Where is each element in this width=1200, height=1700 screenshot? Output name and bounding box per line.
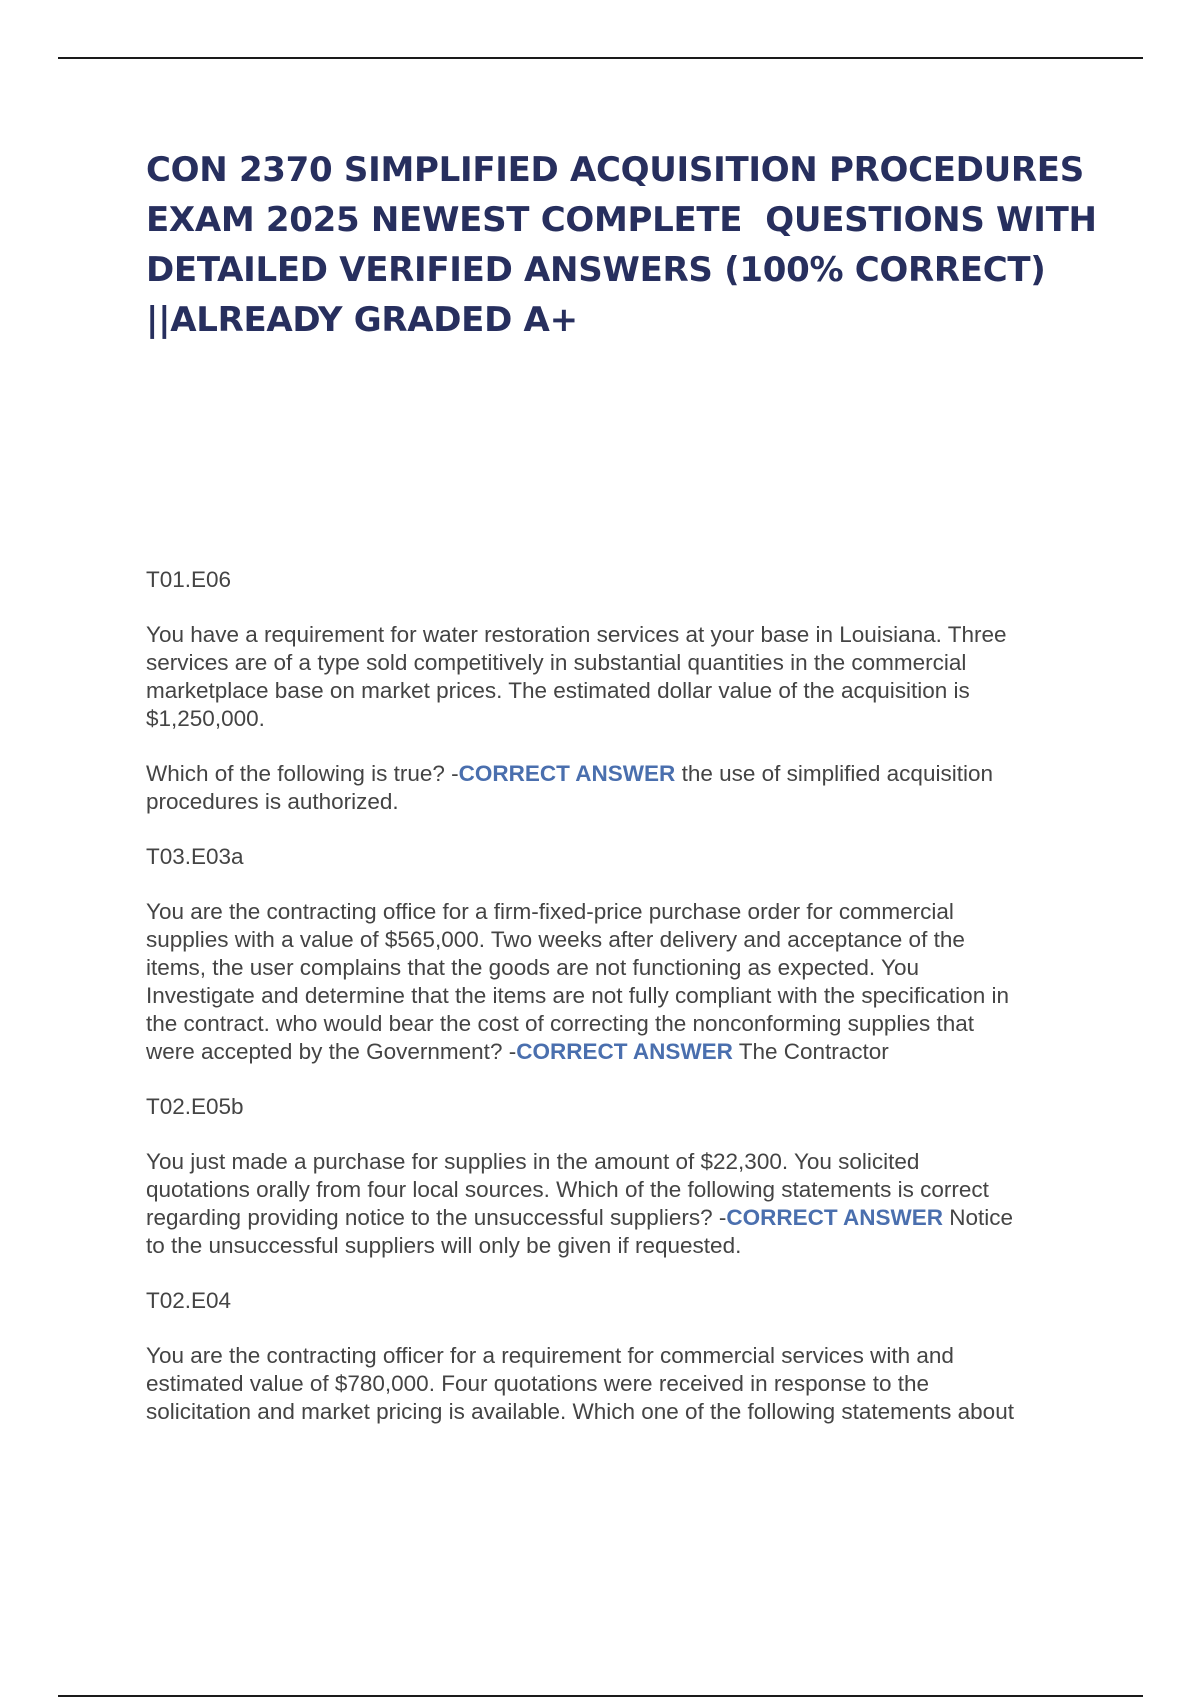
question-text — [146, 898, 1106, 1066]
document-title — [146, 145, 1106, 345]
text-line — [146, 1204, 1106, 1232]
correct-answer-label: CORRECT ANSWER — [726, 1205, 944, 1230]
answer-text: the use of simplified acquisition — [675, 761, 993, 786]
title-line: CON 2370 SIMPLIFIED ACQUISITION PROCEDURES — [146, 150, 1084, 190]
text-line: You are the contracting officer for a requirement for commercial services with and — [146, 1343, 954, 1368]
correct-answer-label: CORRECT ANSWER — [516, 1039, 733, 1064]
correct-answer-label: CORRECT ANSWER — [458, 761, 676, 786]
question-prompt: were accepted by the Government? - — [146, 1039, 517, 1064]
text-line: marketplace base on market prices. The estimated dollar value of the acquisition is — [146, 678, 970, 703]
text-line: You are the contracting office for a firm-fixed-price purchase order for commercial — [146, 899, 954, 924]
text-line — [146, 760, 1106, 788]
question-answer — [146, 760, 1106, 816]
text-line: quotations orally from four local sources. Which of the following statements is correct — [146, 1177, 989, 1202]
question-text — [146, 1342, 1106, 1426]
title-line: EXAM 2025 NEWEST COMPLETE QUESTIONS WITH — [146, 200, 1097, 240]
top-rule — [58, 57, 1143, 59]
question-text — [146, 621, 1106, 733]
text-line: estimated value of $780,000. Four quotations were received in response to the — [146, 1371, 929, 1396]
text-line: You just made a purchase for supplies in the amount of $22,300. You solicited — [146, 1149, 920, 1174]
text-line: Investigate and determine that the items are not fully compliant with the specification in — [146, 983, 1009, 1008]
text-line: solicitation and market pricing is available. Which one of the following statements about — [146, 1399, 1014, 1424]
text-line: items, the user complains that the goods are not functioning as expected. You — [146, 955, 919, 980]
question-prompt: regarding providing notice to the unsuccessful suppliers? - — [146, 1205, 727, 1230]
text-line: services are of a type sold competitively in substantial quantities in the commercial — [146, 650, 967, 675]
text-line: the contract. who would bear the cost of correcting the nonconforming supplies that — [146, 1011, 974, 1036]
question-code: T01.E06 — [146, 567, 232, 592]
question-code: T03.E03a — [146, 844, 244, 869]
question-prompt: Which of the following is true? - — [146, 761, 459, 786]
question-code: T02.E04 — [146, 1288, 232, 1313]
answer-text: The Contractor — [732, 1039, 889, 1064]
text-line: supplies with a value of $565,000. Two weeks after delivery and acceptance of the — [146, 927, 965, 952]
question-code: T02.E05b — [146, 1094, 244, 1119]
answer-text: to the unsuccessful suppliers will only be given if requested. — [146, 1233, 742, 1258]
answer-text: procedures is authorized. — [146, 789, 399, 814]
answer-text: Notice — [943, 1205, 1014, 1230]
text-line: $1,250,000. — [146, 706, 265, 731]
question-text — [146, 1148, 1106, 1260]
bottom-rule — [58, 1695, 1143, 1697]
title-line: ||ALREADY GRADED A+ — [146, 300, 578, 340]
document-body — [146, 566, 1106, 1453]
title-line: DETAILED VERIFIED ANSWERS (100% CORRECT) — [146, 250, 1046, 290]
text-line: You have a requirement for water restoration services at your base in Louisiana. Three — [146, 622, 1007, 647]
text-line — [146, 1038, 1106, 1066]
